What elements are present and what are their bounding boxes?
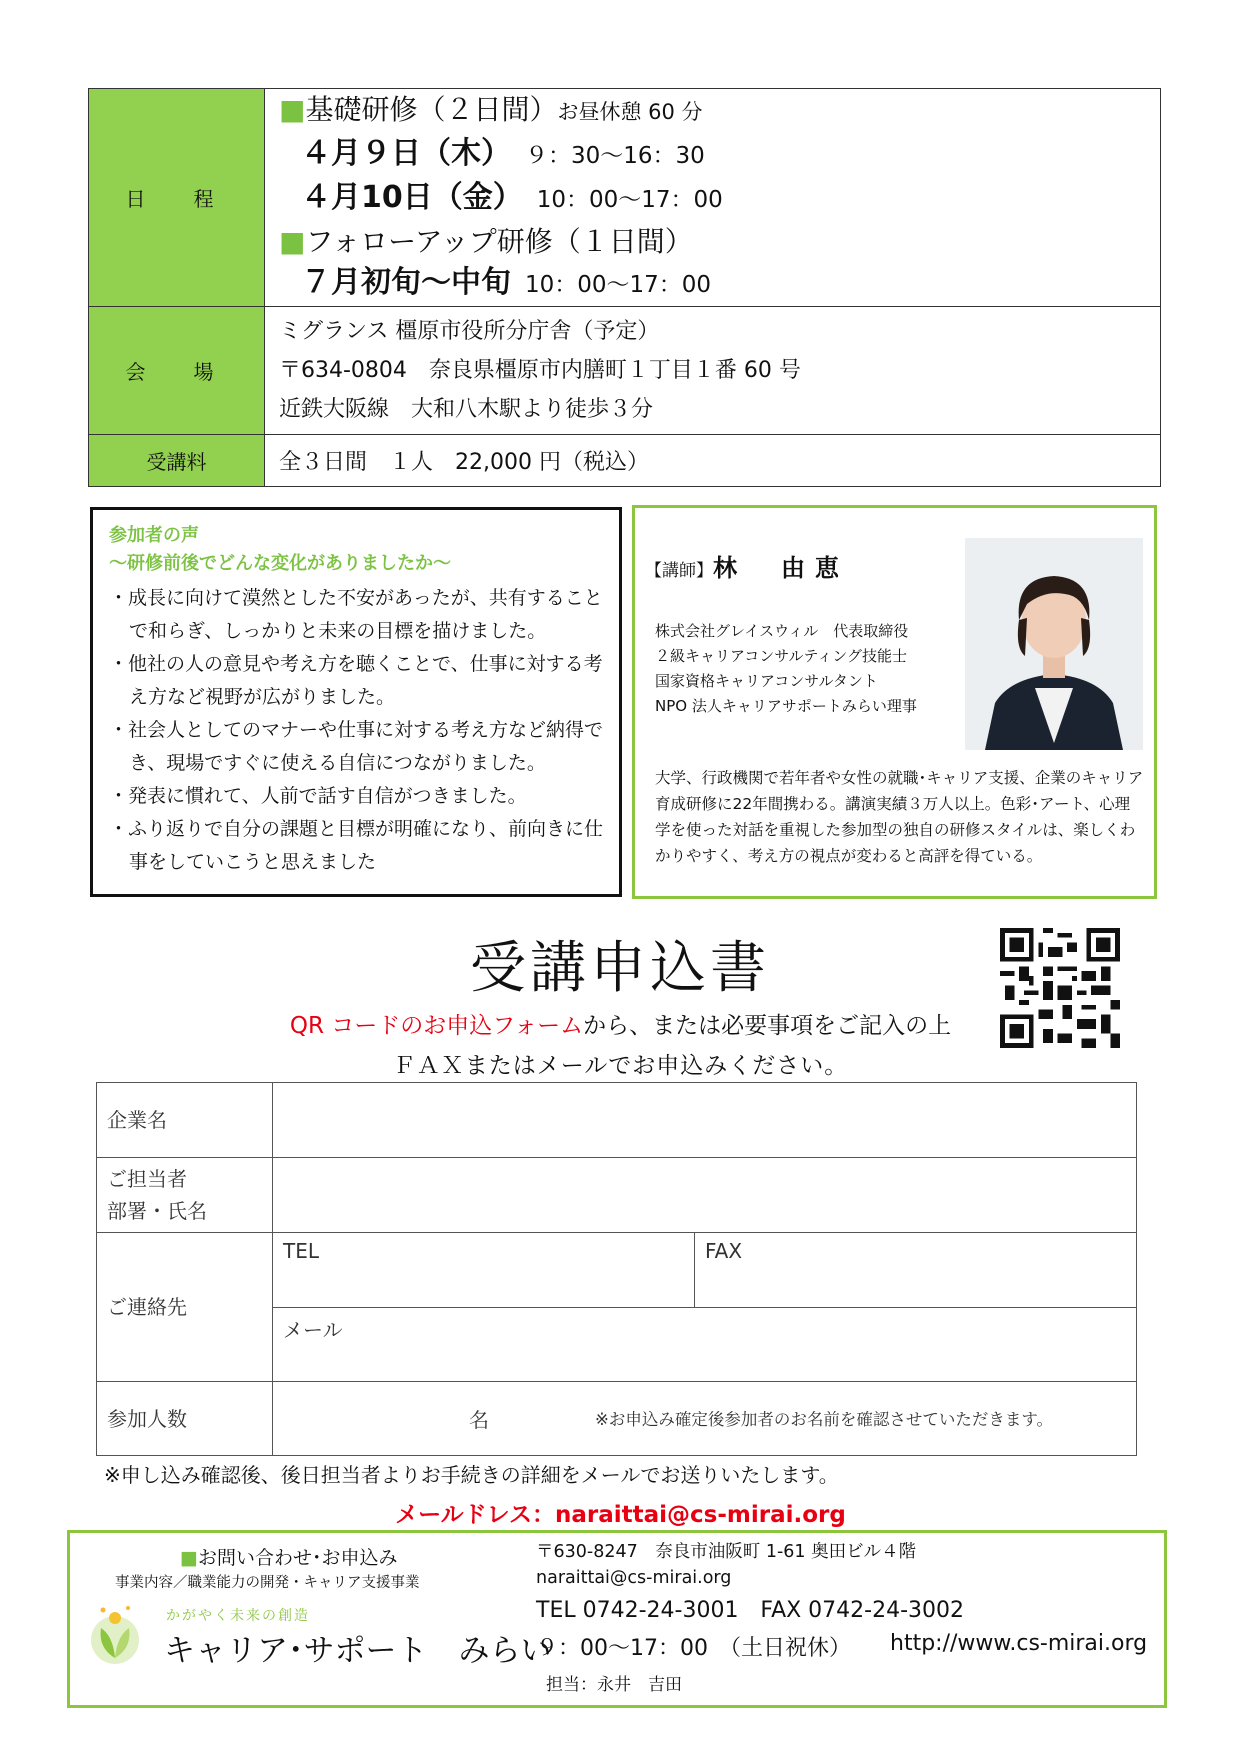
person-field[interactable] (273, 1158, 1137, 1233)
schedule-label: 日 程 (89, 89, 265, 307)
venue-label: 会 場 (89, 307, 265, 435)
voice-item: ・ふり返りで自分の課題と目標が明確になり、前向きに仕事をしていこうと思えました (109, 818, 604, 873)
count-label: 参加人数 (97, 1382, 273, 1456)
day1-time: ９：30～16：30 (525, 143, 705, 169)
basic-note: お昼休憩 60 分 (557, 100, 703, 124)
voice-item: ・社会人としてのマナーや仕事に対する考え方など納得でき、現場ですぐに使える自信につながりました。 (109, 719, 604, 774)
inquiry-heading: ■お問い合わせ･お申込み (180, 1547, 398, 1569)
voices-subheading: ～研修前後でどんな変化がありましたか～ (109, 553, 451, 574)
green-square-icon: ■ (180, 1547, 198, 1569)
person-label: ご担当者 部署・氏名 (97, 1158, 273, 1233)
tagline: かがやく未来の創造 (166, 1608, 310, 1624)
fee-label: 受講料 (89, 435, 265, 487)
count-note: ※お申込み確定後参加者のお名前を確認させていただきます。 (595, 1410, 1054, 1429)
application-instruction: QR コードのお申込フォームから、または必要事項をご記入の上 (289, 1013, 952, 1039)
qr-form-link[interactable]: QR コードのお申込フォーム (289, 1013, 584, 1039)
instructor-box (632, 505, 1157, 899)
brand-name: キャリア･サポート みらい (164, 1633, 552, 1669)
fax-field[interactable]: FAX (695, 1233, 1137, 1308)
footer-address: 〒630-8247 奈良市油阪町 1-61 奥田ビル４階 naraittai@cs-mirai.org (536, 1539, 916, 1591)
schedule-table (88, 88, 1161, 487)
green-square-icon: ■ (279, 93, 306, 126)
instructor-credentials: 株式会社グレイスウィル 代表取締役 ２級キャリアコンサルティング技能士 国家資格キャリアコンサルタント NPO 法人キャリアサポートみらい理事 (655, 622, 917, 715)
voice-item: ・他社の人の意見や考え方を聴くことで、仕事に対する考え方など視野が広がりました。 (109, 653, 603, 708)
application-title: 受講申込書 (470, 936, 770, 1001)
voice-item: ・発表に慣れて、人前で話す自信がつきました。 (109, 785, 527, 807)
participant-voices (90, 507, 622, 897)
day2-date: ４月10日（金） (301, 180, 523, 215)
footer-staff: 担当：永井 吉田 (546, 1675, 682, 1695)
venue-line3: 近鉄大阪線 大和八木駅より徒歩３分 (279, 397, 654, 422)
venue-line2: 〒634-0804 奈良県橿原市内膳町１丁目１番 60 号 (279, 358, 801, 383)
leaf-logo-icon (84, 1598, 146, 1668)
follow-time: 10：00～17：00 (525, 272, 712, 298)
contact-label: ご連絡先 (97, 1233, 273, 1382)
venue-line1: ミグランス 橿原市役所分庁舎（予定） (279, 319, 660, 344)
instructor-bio: 大学、行政機関で若年者や女性の就職･キャリア支援、企業のキャリア育成研修に22年間携わる。講演実績３万人以上。色彩･アート、心理学を使った対話を重視した参加型の独自の研修スタイルは、楽しくわかりやすく、考え方の視点が変わると高評を得ている。 (655, 769, 1144, 865)
mail-address[interactable]: メールドレス：naraittai@cs-mirai.org (395, 1502, 846, 1528)
footer-url[interactable]: http://www.cs-mirai.org (890, 1631, 1148, 1656)
day2-time: 10：00～17：00 (536, 187, 723, 213)
business-line: 事業内容／職業能力の開発・キャリア支援事業 (115, 1575, 420, 1591)
tel-field[interactable]: TEL (273, 1233, 695, 1308)
application-instruction-2: ＦＡＸまたはメールでお申込みください。 (392, 1053, 849, 1079)
count-field[interactable]: 名 ※お申込み確定後参加者のお名前を確認させていただきます。 (273, 1382, 1137, 1456)
voices-heading: 参加者の声 (109, 525, 199, 546)
instructor-name: 【講師】林 由恵 (645, 554, 849, 582)
confirm-note: ※申し込み確認後、後日担当者よりお手続きの詳細をメールでお送りいたします。 (104, 1463, 839, 1487)
qr-code-icon[interactable] (1000, 928, 1120, 1048)
contact-footer (67, 1530, 1167, 1708)
application-form (96, 1082, 1137, 1456)
company-label: 企業名 (97, 1083, 273, 1158)
follow-title: フォローアップ研修（１日間） (305, 225, 693, 258)
footer-telfax: TEL 0742-24-3001 FAX 0742-24-3002 (536, 1598, 965, 1623)
green-square-icon: ■ (279, 225, 306, 258)
follow-date: ７月初旬～中旬 (301, 265, 511, 300)
basic-title: 基礎研修（２日間） (305, 93, 558, 126)
company-field[interactable] (273, 1083, 1137, 1158)
instructor-photo (965, 538, 1143, 750)
fee-value: 全３日間 １人 22,000 円（税込） (265, 435, 1161, 487)
mail-field[interactable]: メール (273, 1308, 1137, 1382)
footer-hours: ９：00～17：00 （土日祝休） (536, 1636, 851, 1661)
footer-email[interactable]: naraittai@cs-mirai.org (536, 1568, 732, 1588)
voice-item: ・成長に向けて漠然とした不安があったが、共有することで和らぎ、しっかりと未来の目標を描けました。 (109, 587, 603, 642)
day1-date: ４月９日（木） (301, 136, 511, 171)
